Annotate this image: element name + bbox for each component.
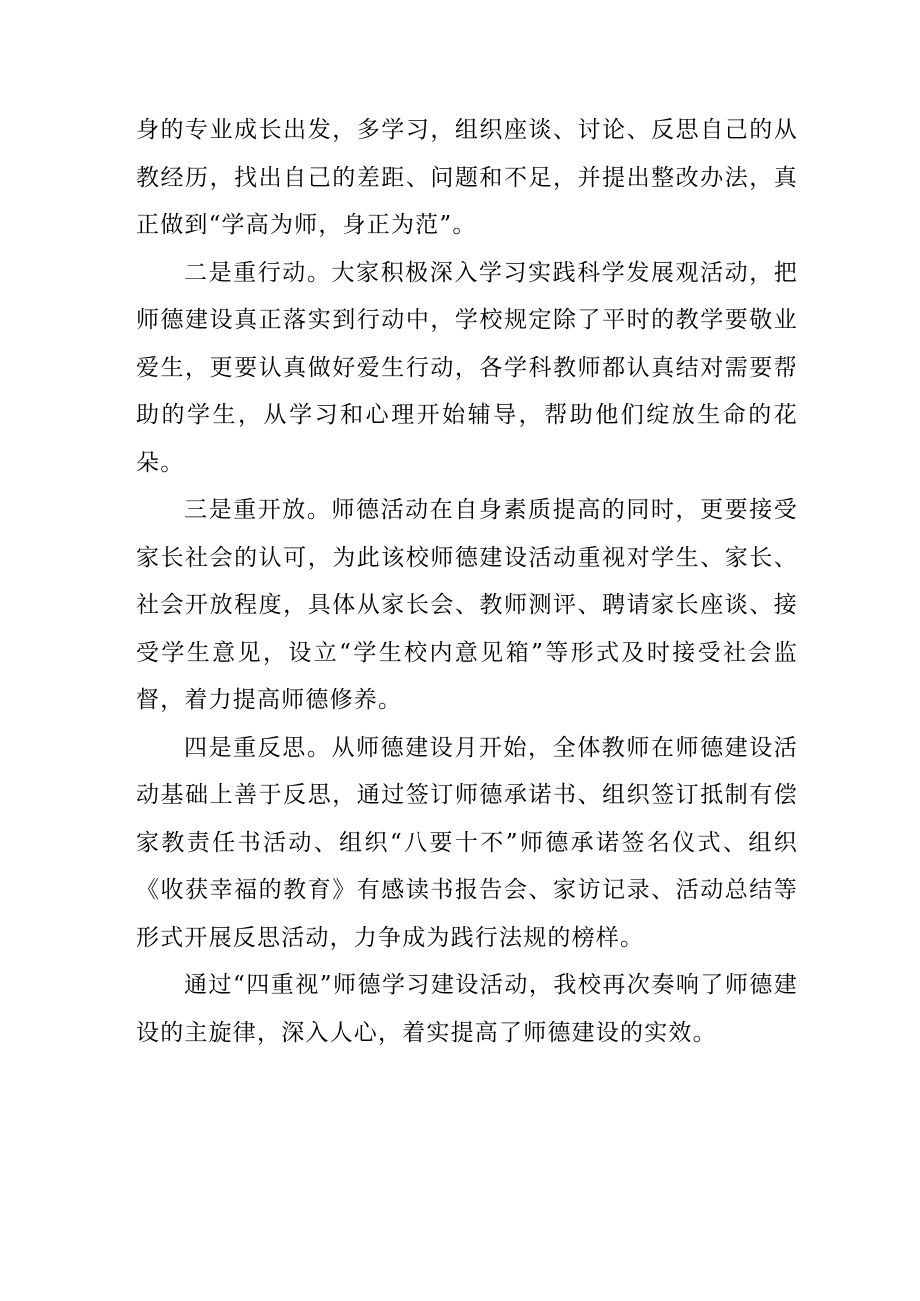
paragraph-openness: 三是重开放。师德活动在自身素质提高的同时，更要接受家长社会的认可，为此该校师德建设活动重视对学生、家长、社会开放程度，具体从家长会、教师测评、聘请家长座谈、接受学生意见，设立“学生校内意见箱”等形式及时接受社会监督，着力提高师德修养。 [136, 497, 798, 713]
paragraph-action: 二是重行动。大家积极深入学习实践科学发展观活动，把师德建设真正落实到行动中，学校规定除了平时的教学要敬业爱生，更要认真做好爱生行动，各学科教师都认真结对需要帮助的学生，从学习和心理开始辅导，帮助他们绽放生命的花朵。 [136, 259, 798, 476]
document-body [136, 107, 798, 1057]
paragraph-conclusion: 通过“四重视”师德学习建设活动，我校再次奏响了师德建设的主旋律，深入人心，着实提高了师德建设的实效。 [136, 972, 798, 1046]
paragraph-reflection: 四是重反思。从师德建设月开始，全体教师在师德建设活动基础上善于反思，通过签订师德承诺书、组织签订抵制有偿家教责任书活动、组织“八要十不”师德承诺签名仪式、组织《收获幸福的教育》有感读书报告会、家访记录、活动总结等形式开展反思活动，力争成为践行法规的榜样。 [136, 734, 798, 951]
paragraph-continuation: 身的专业成长出发，多学习，组织座谈、讨论、反思自己的从教经历，找出自己的差距、问题和不足，并提出整改办法，真正做到“学高为师，身正为范”。 [136, 117, 798, 238]
